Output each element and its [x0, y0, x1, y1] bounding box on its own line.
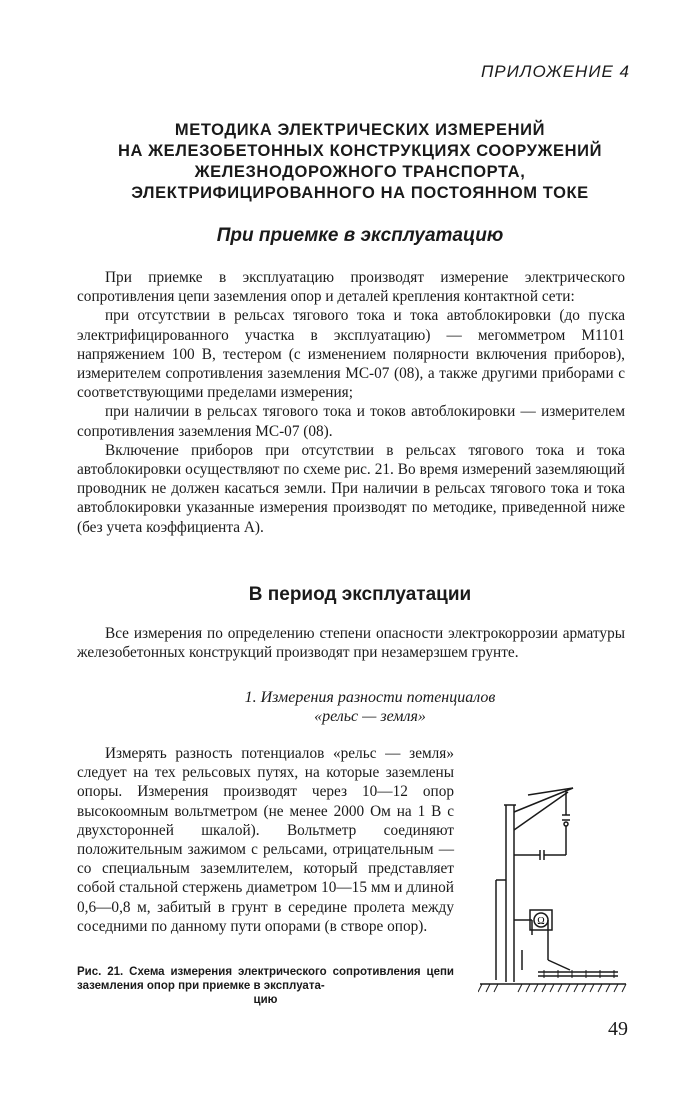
title-line: НА ЖЕЛЕЗОБЕТОННЫХ КОНСТРУКЦИЯХ СООРУЖЕНИЙ: [117, 142, 603, 160]
hatch: [542, 984, 546, 992]
bracket-rod: [514, 792, 568, 830]
document-title: [90, 120, 630, 204]
title-line: ЖЕЛЕЗНОДОРОЖНОГО ТРАНСПОРТА,: [194, 163, 526, 181]
hatch: [526, 984, 530, 992]
subsection-heading-line: «рельс — земля»: [314, 708, 426, 725]
hatch: [598, 984, 602, 992]
hatch: [622, 984, 626, 992]
measuring-lead: [548, 960, 570, 970]
paragraph: при отсутствии в рельсах тягового тока и тока автоблокировки (до пуска электрифицированного участка в эксплуатацию) — мегомметром М1101 напряжением 100 В, тестером (с изменением полярности включения приборов), измерителем сопротивления заземления МС-07 (08), а также другими приборами с соответствующими пределами измерения;: [77, 307, 625, 402]
hatch: [606, 984, 610, 992]
caption-line: цию: [253, 994, 278, 1006]
hatch: [590, 984, 594, 992]
subsection-text: [77, 744, 454, 936]
meter-symbol: Ω: [537, 916, 545, 927]
caption-line: Рис. 21. Схема измерения электрического сопротивления цепи заземления опор при приемке в эксплуата-: [77, 966, 454, 992]
paragraph: При приемке в эксплуатацию производят измерение электрического сопротивления цепи заземления опор и деталей крепления контактной сети:: [77, 269, 625, 306]
hatch: [566, 984, 570, 992]
page-number: 49: [608, 1018, 628, 1040]
contact-wire: [564, 822, 568, 826]
section-heading-acceptance: При приемке в эксплуатацию: [216, 225, 504, 246]
appendix-label: ПРИЛОЖЕНИЕ 4: [480, 62, 630, 81]
figure-21-diagram: [478, 760, 628, 995]
figure-caption: [77, 965, 454, 1007]
section-operation-text: [77, 624, 625, 662]
hatch: [518, 984, 522, 992]
subsection-heading-line: 1. Измерения разности потенциалов: [244, 689, 496, 706]
hatch: [486, 984, 490, 992]
hatch: [478, 984, 482, 992]
subsection-heading: [170, 688, 570, 726]
hatch: [550, 984, 554, 992]
section-acceptance-text: [77, 268, 625, 537]
paragraph: Измерять разность потенциалов «рельс — земля» следует на тех рельсовых путях, на которые заземлены опоры. Измерения производят через 10—12 опор высокоомным вольтметром (не менее 2000 Ом на 1 В с двухсторонней шкалой). Вольтметр соединяют положительным зажимом с рельсами, отрицательным — со специальным заземлителем, который представляет собой стальной стержень диаметром 10—15 мм и длиной 0,6—0,8 м, забитый в грунт в середине пролета между соседними по данному пути опорами (в створе опор).: [77, 745, 454, 935]
hatch: [614, 984, 618, 992]
paragraph: Все измерения по определению степени опасности электрокоррозии арматуры железобетонных конструкций производят при незамерзшем грунте.: [77, 625, 625, 662]
title-line: ЭЛЕКТРИФИЦИРОВАННОГО НА ПОСТОЯННОМ ТОКЕ: [131, 184, 589, 202]
hatch: [574, 984, 578, 992]
paragraph: при наличии в рельсах тягового тока и токов автоблокировки — измерителем сопротивления заземления МС-07 (08).: [77, 403, 625, 440]
hatch: [558, 984, 562, 992]
hatch: [534, 984, 538, 992]
section-heading-operation: В период эксплуатации: [248, 584, 472, 605]
hatch: [494, 984, 498, 992]
title-line: МЕТОДИКА ЭЛЕКТРИЧЕСКИХ ИЗМЕРЕНИЙ: [174, 121, 546, 139]
paragraph: Включение приборов при отсутствии в рельсах тягового тока и тока автоблокировки осуществляют по схеме рис. 21. Во время измерений заземляющий проводник не должен касаться земли. При наличии в рельсах тягового тока и тока автоблокировки указанные измерения производят по методике, приведенной ниже (без учета коэффициента А).: [77, 441, 625, 536]
hatch: [582, 984, 586, 992]
